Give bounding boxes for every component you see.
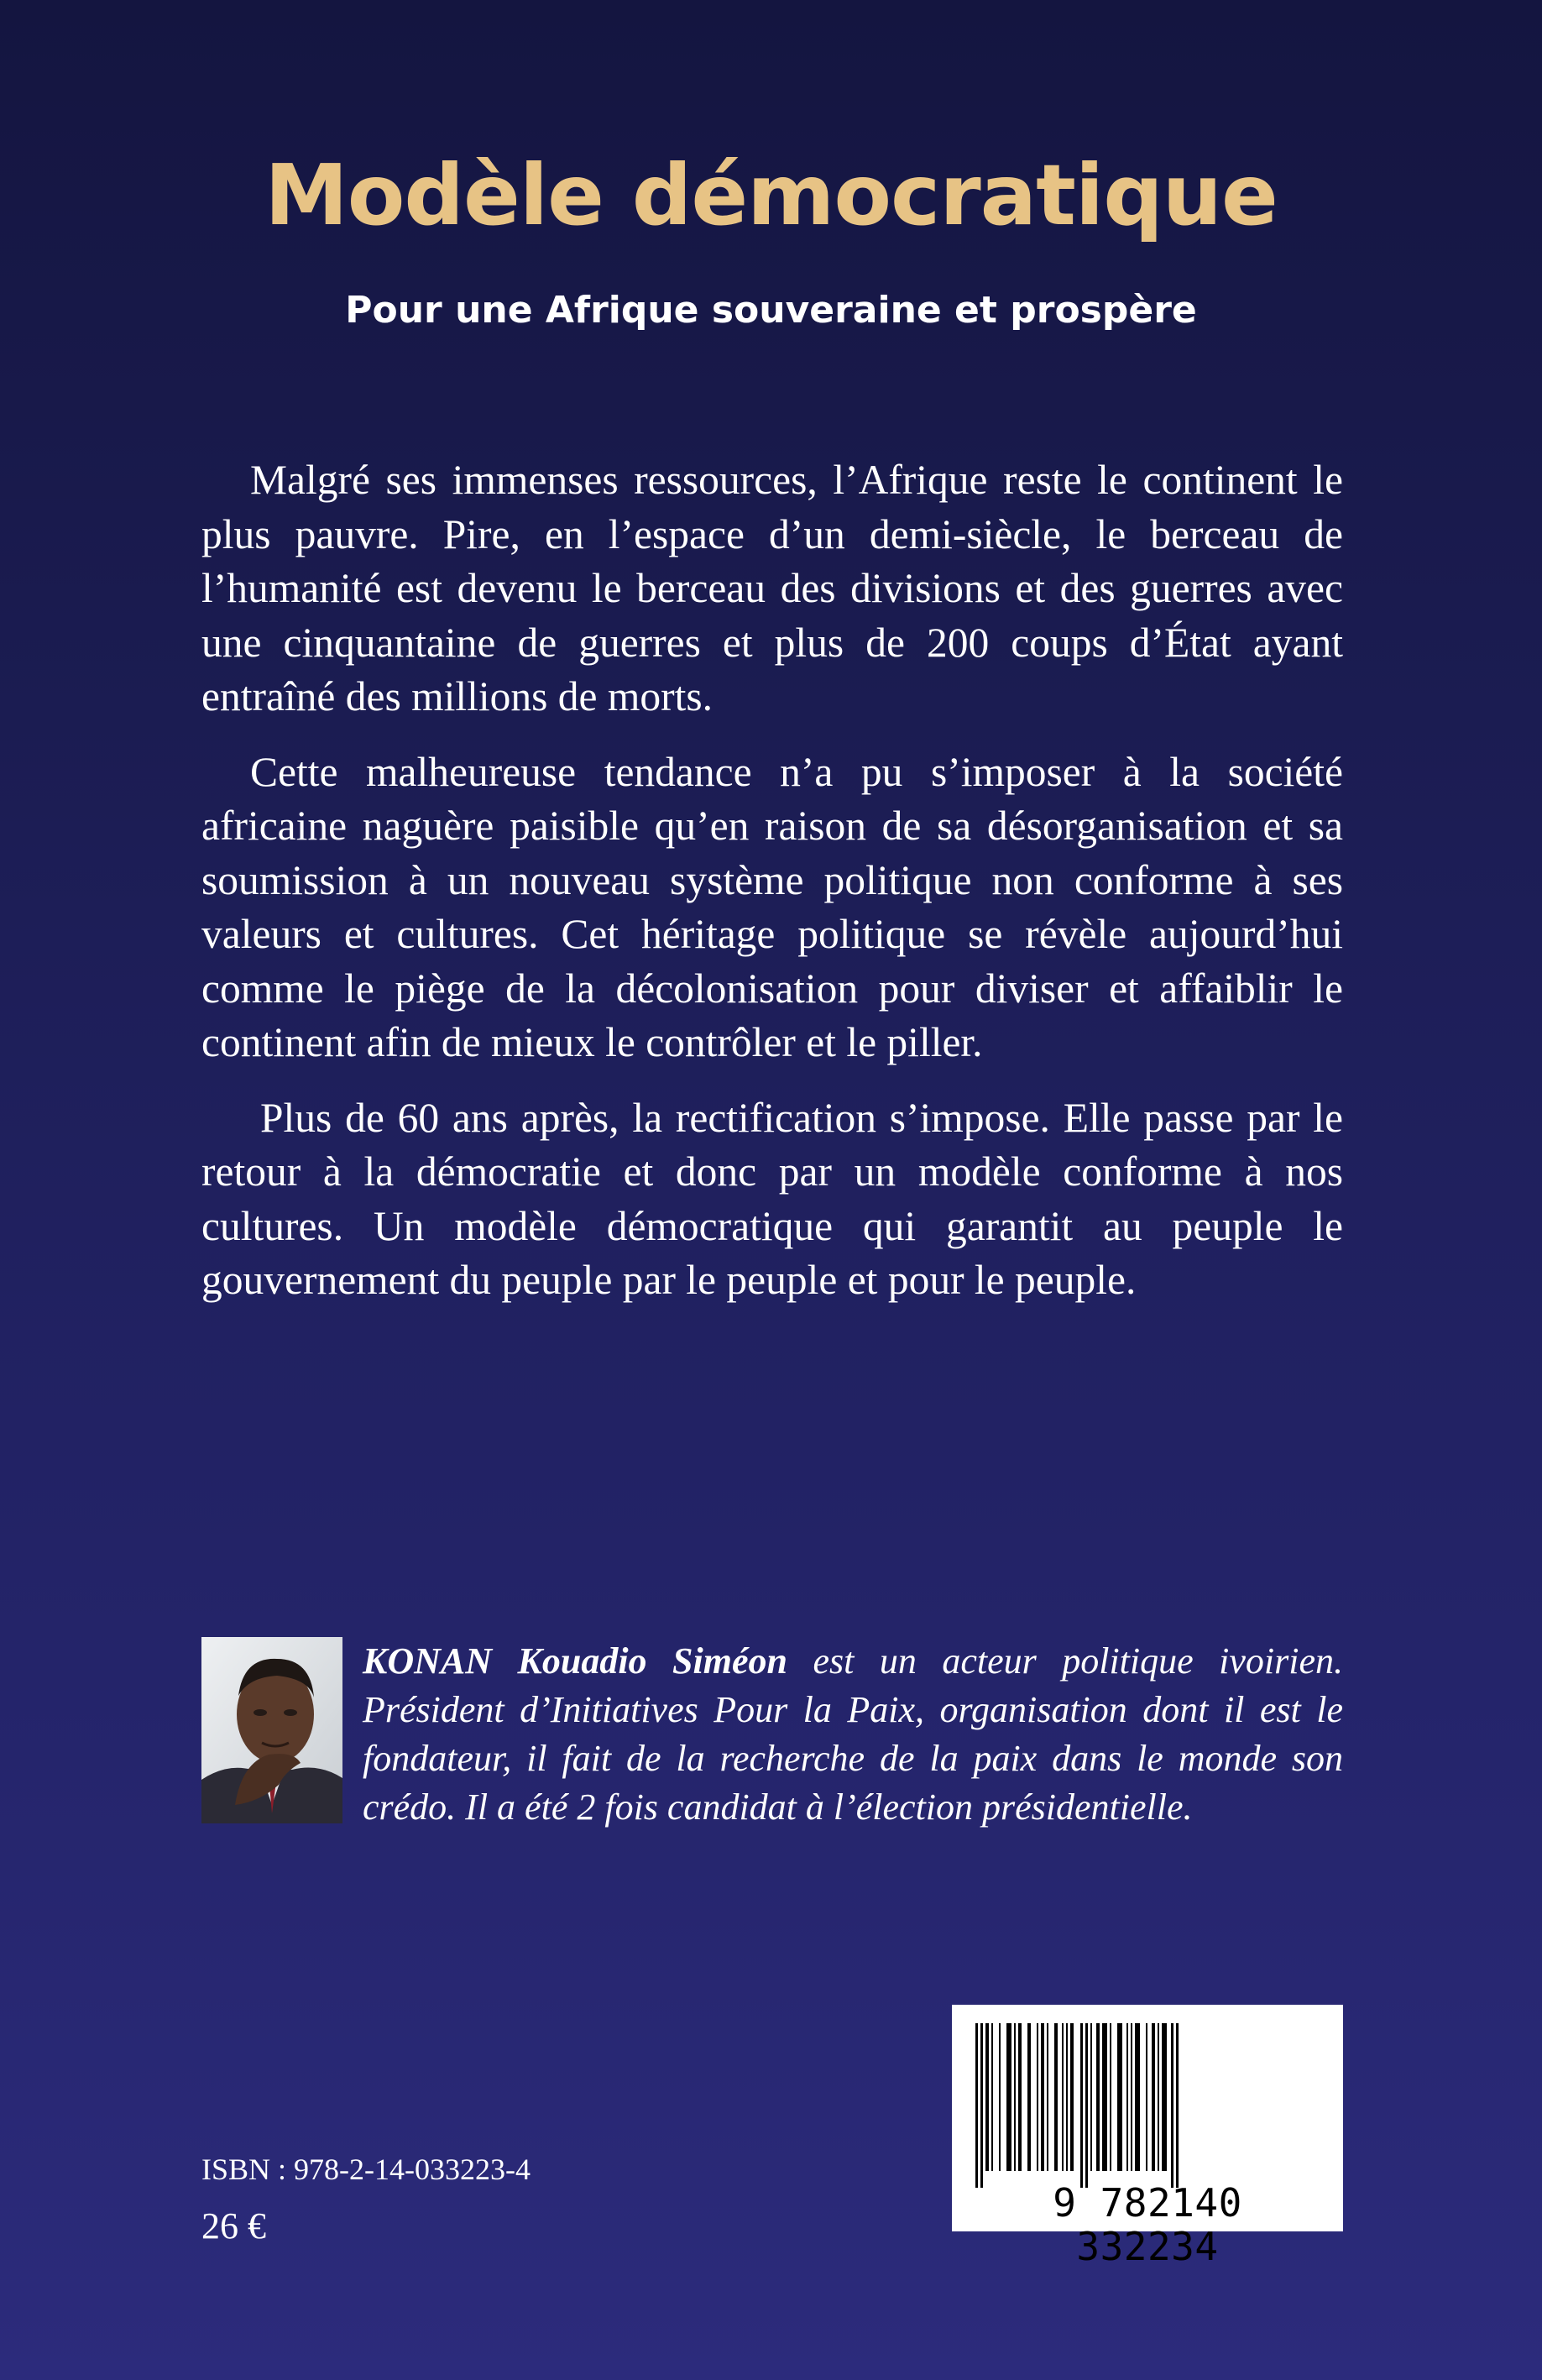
barcode-bar (1041, 2023, 1044, 2171)
barcode-bar (1006, 2023, 1011, 2171)
barcode-bar (1158, 2023, 1159, 2171)
barcode-bar (1066, 2023, 1068, 2171)
author-bio-text: est un acteur politique ivoirien. Président d’Initiatives Pour la Paix, organisation dont il est le fondateur, il fait de la recherche de la paix dans le monde son crédo. Il a été 2 fois candidat à l’élection présidentielle. (363, 1640, 1343, 1828)
author-name: KONAN Kouadio Siméon (363, 1640, 787, 1682)
barcode-bar (999, 2023, 1001, 2171)
barcode-bar (1070, 2023, 1074, 2171)
barcode-bar (1110, 2023, 1111, 2171)
barcode-bar (985, 2023, 989, 2171)
barcode-bar (1047, 2023, 1048, 2171)
book-title: Modèle démocratique (264, 146, 1278, 244)
barcode-bar (991, 2023, 993, 2171)
barcode-bar (1027, 2023, 1031, 2171)
barcode-bar (1090, 2023, 1092, 2171)
barcode-bar (1096, 2023, 1100, 2171)
author-portrait-icon (201, 1637, 342, 1823)
barcode-block (952, 2005, 1343, 2269)
barcode-bar (1014, 2023, 1016, 2171)
barcode-bar (1135, 2023, 1140, 2171)
blurb-paragraph-3: Plus de 60 ans après, la rectification s’impose. Elle passe par le retour à la démocratie et donc par un modèle conforme à nos cultures. Un modèle démocratique qui garantit au peuple le gouvernement du peuple par le peuple et pour le peuple. (201, 1094, 1343, 1303)
barcode-bar (1080, 2023, 1083, 2188)
barcode-bar (1117, 2023, 1122, 2171)
author-bio (363, 1637, 1343, 1832)
barcode-bar (975, 2023, 978, 2188)
author-photo (201, 1637, 342, 1823)
barcode-bar (1146, 2023, 1147, 2171)
blurb (201, 453, 1343, 1329)
barcode-bar (1162, 2023, 1167, 2171)
barcode-bar (1131, 2023, 1132, 2171)
barcode-bar (1085, 2023, 1088, 2188)
barcode-bar (1062, 2023, 1064, 2171)
barcode-bar (1176, 2023, 1179, 2188)
barcode-icon (970, 2023, 1325, 2188)
barcode-digits: 9 782140 332234 (1053, 2180, 1242, 2269)
barcode-bar (980, 2023, 983, 2188)
barcode-bar (1037, 2023, 1038, 2171)
blurb-paragraph-1: Malgré ses immenses ressources, l’Afrique reste le continent le plus pauvre. Pire, en l’espace d’un demi-siècle, le berceau de l’humanité est devenu le berceau des divisions et des guerres avec une cinquantaine de guerres et plus de 200 coups d’État ayant entraîné des millions de morts. (201, 457, 1343, 719)
barcode-bar (1018, 2023, 1022, 2171)
barcode-bar (1126, 2023, 1128, 2171)
barcode-bar (1102, 2023, 1107, 2171)
barcode-bar (1054, 2023, 1058, 2171)
book-subtitle: Pour une Afrique souveraine et prospère (345, 289, 1197, 332)
price-label: 26 € (201, 2205, 266, 2247)
isbn-label: ISBN : 978-2-14-033223-4 (201, 2152, 531, 2186)
blurb-paragraph-2: Cette malheureuse tendance n’a pu s’imposer à la société africaine naguère paisible qu’en raison de sa désorganisation et sa soumission à un nouveau système politique non conforme à ses valeurs et cultures. Cet héritage politique se révèle aujourd’hui comme le piège de la décolonisation pour diviser et affaiblir le continent afin de mieux le contrôler et le piller. (201, 748, 1343, 1065)
barcode-bar (1152, 2023, 1155, 2171)
barcode-bar (1171, 2023, 1173, 2188)
